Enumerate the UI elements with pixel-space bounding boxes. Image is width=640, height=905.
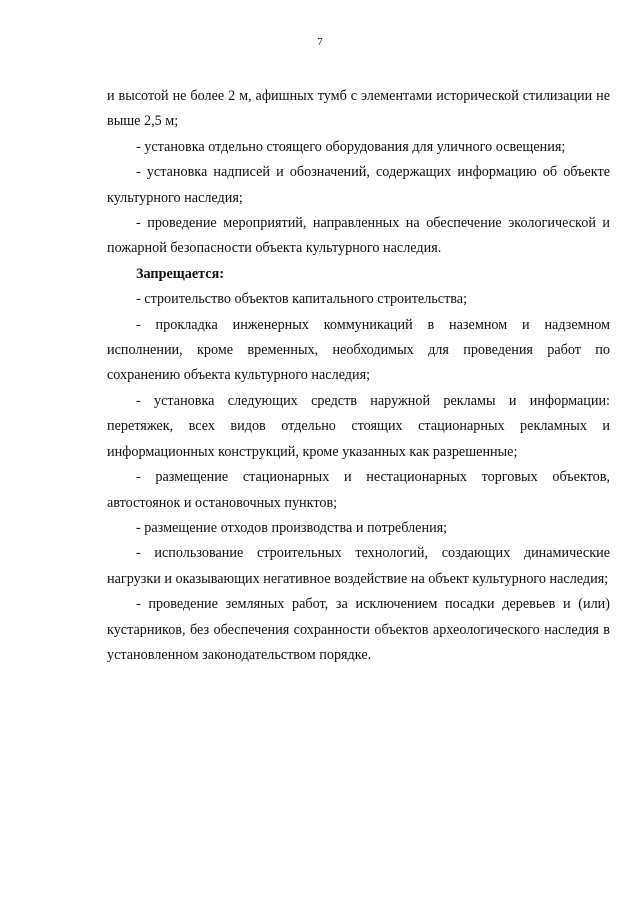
prohibited-item: - установка следующих средств наружной рекламы и информации: перетяжек, всех видов отдельно стоящих стационарных рекламных и информационных конструкций, кроме указанных как разрешенные; xyxy=(107,392,610,460)
prohibited-item: - размещение стационарных и нестационарных торговых объектов, автостоянок и остановочных пунктов; xyxy=(107,469,610,511)
page-number: 7 xyxy=(317,36,323,48)
prohibited-item: - размещение отходов производства и потребления; xyxy=(136,519,448,536)
document-body xyxy=(107,84,610,668)
prohibited-item: - использование строительных технологий, создающих динамические нагрузки и оказывающих негативное воздействие на объект культурного наследия; xyxy=(107,545,610,587)
prohibited-item: - проведение земляных работ, за исключением посадки деревьев и (или) кустарников, без обеспечения сохранности объектов археологического наследия в установленном законодательством порядке. xyxy=(107,596,610,663)
allowed-item: - установка надписей и обозначений, содержащих информацию об объекте культурного наследия; xyxy=(107,164,610,206)
continuation-paragraph: и высотой не более 2 м, афишных тумб с элементами исторической стилизации не выше 2,5 м; xyxy=(107,88,610,130)
prohibited-heading: Запрещается: xyxy=(136,265,224,282)
allowed-item: - проведение мероприятий, направленных на обеспечение экологической и пожарной безопасности объекта культурного наследия. xyxy=(107,215,610,257)
allowed-item: - установка отдельно стоящего оборудования для уличного освещения; xyxy=(136,138,566,155)
prohibited-item: - прокладка инженерных коммуникаций в наземном и надземном исполнении, кроме временных, необходимых для проведения работ по сохранению объекта культурного наследия; xyxy=(107,316,610,384)
prohibited-item: - строительство объектов капитального строительства; xyxy=(136,291,468,308)
